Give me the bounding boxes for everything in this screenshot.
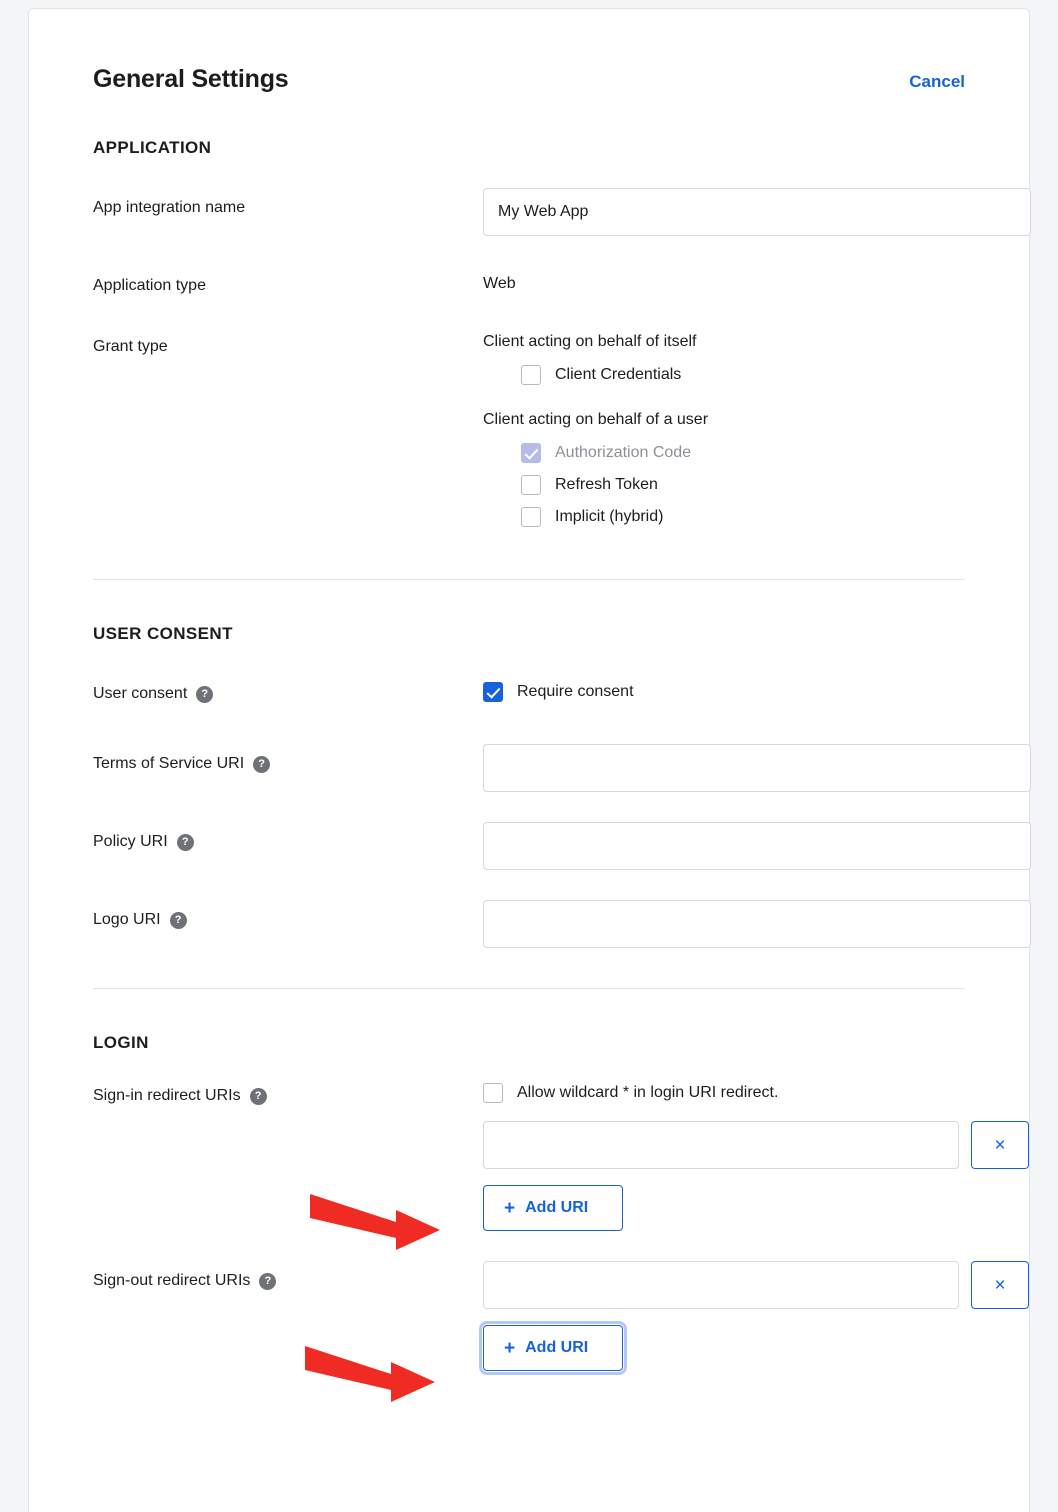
authorization-code-label: Authorization Code — [555, 444, 692, 461]
tos-uri-input[interactable] — [483, 744, 1031, 792]
field-grant-type — [93, 327, 965, 539]
checkbox-row-client-credentials[interactable] — [521, 365, 965, 385]
require-consent-checkbox[interactable] — [483, 682, 503, 702]
application-type-value: Web — [483, 275, 516, 292]
add-signout-uri-button[interactable] — [483, 1325, 623, 1371]
allow-wildcard-label: Allow wildcard * in login URI redirect. — [517, 1084, 779, 1101]
checkbox-row-implicit-hybrid[interactable] — [521, 507, 965, 527]
require-consent-label: Require consent — [517, 683, 634, 700]
label-signin-redirect-uris — [93, 1083, 483, 1107]
authorization-code-checkbox[interactable] — [521, 443, 541, 463]
help-icon-signout-redirect-uris[interactable]: ? — [259, 1273, 276, 1290]
add-signin-uri-button[interactable] — [483, 1185, 623, 1231]
refresh-token-checkbox[interactable] — [521, 475, 541, 495]
card-header — [93, 65, 965, 94]
label-signin-redirect-uris-text: Sign-in redirect URIs — [93, 1087, 241, 1104]
field-logo-uri — [93, 900, 965, 948]
checkbox-row-authorization-code[interactable] — [521, 443, 965, 463]
label-grant-type: Grant type — [93, 338, 168, 355]
field-policy-uri — [93, 822, 965, 870]
add-signin-uri-label: Add URI — [525, 1199, 589, 1216]
plus-icon: + — [504, 1337, 516, 1359]
allow-wildcard-checkbox[interactable] — [483, 1083, 503, 1103]
cancel-button[interactable]: Cancel — [909, 72, 965, 91]
general-settings-card — [28, 8, 1030, 1512]
logo-uri-input[interactable] — [483, 900, 1031, 948]
section-title-user-consent: USER CONSENT — [93, 624, 233, 643]
plus-icon: + — [504, 1197, 516, 1219]
label-tos-uri-text: Terms of Service URI — [93, 755, 245, 772]
help-icon-tos-uri[interactable]: ? — [253, 756, 270, 773]
signout-uri-row — [483, 1261, 1029, 1309]
divider-application — [93, 579, 965, 580]
app-integration-name-input[interactable] — [483, 188, 1031, 236]
checkbox-row-allow-wildcard[interactable] — [483, 1083, 1029, 1103]
field-tos-uri — [93, 744, 965, 792]
remove-signout-uri-button[interactable]: × — [971, 1261, 1029, 1309]
remove-signin-uri-button[interactable]: × — [971, 1121, 1029, 1169]
label-user-consent — [93, 674, 483, 705]
signin-uri-row — [483, 1121, 1029, 1169]
client-credentials-checkbox[interactable] — [521, 365, 541, 385]
implicit-hybrid-label: Implicit (hybrid) — [555, 508, 664, 525]
label-policy-uri-text: Policy URI — [93, 833, 168, 850]
section-title-login: LOGIN — [93, 1033, 149, 1052]
checkbox-row-require-consent[interactable] — [483, 682, 965, 702]
add-signout-uri-label: Add URI — [525, 1339, 589, 1356]
label-user-consent-text: User consent — [93, 685, 188, 702]
label-app-integration-name: App integration name — [93, 199, 246, 216]
field-signin-redirect-uris — [93, 1083, 1006, 1231]
checkbox-row-refresh-token[interactable] — [521, 475, 965, 495]
grant-group-self-heading: Client acting on behalf of itself — [483, 333, 697, 350]
implicit-hybrid-checkbox[interactable] — [521, 507, 541, 527]
grant-group-user-heading: Client acting on behalf of a user — [483, 411, 709, 428]
field-app-integration-name — [93, 188, 965, 236]
section-title-application: APPLICATION — [93, 138, 212, 157]
label-tos-uri — [93, 744, 483, 775]
help-icon-policy-uri[interactable]: ? — [177, 834, 194, 851]
divider-user-consent — [93, 988, 965, 989]
help-icon-signin-redirect-uris[interactable]: ? — [250, 1088, 267, 1105]
field-user-consent — [93, 674, 965, 714]
help-icon-logo-uri[interactable]: ? — [170, 912, 187, 929]
client-credentials-label: Client Credentials — [555, 366, 682, 383]
help-icon-user-consent[interactable]: ? — [196, 686, 213, 703]
label-logo-uri-text: Logo URI — [93, 911, 161, 928]
sign-in-redirect-uri-input[interactable] — [483, 1121, 959, 1169]
field-application-type — [93, 266, 965, 297]
label-logo-uri — [93, 900, 483, 931]
sign-out-redirect-uri-input[interactable] — [483, 1261, 959, 1309]
page-title: General Settings — [93, 65, 289, 93]
field-signout-redirect-uris — [93, 1261, 1006, 1371]
label-signout-redirect-uris-text: Sign-out redirect URIs — [93, 1272, 251, 1289]
policy-uri-input[interactable] — [483, 822, 1031, 870]
label-signout-redirect-uris — [93, 1261, 483, 1292]
label-application-type: Application type — [93, 277, 206, 294]
label-policy-uri — [93, 822, 483, 853]
refresh-token-label: Refresh Token — [555, 476, 658, 493]
